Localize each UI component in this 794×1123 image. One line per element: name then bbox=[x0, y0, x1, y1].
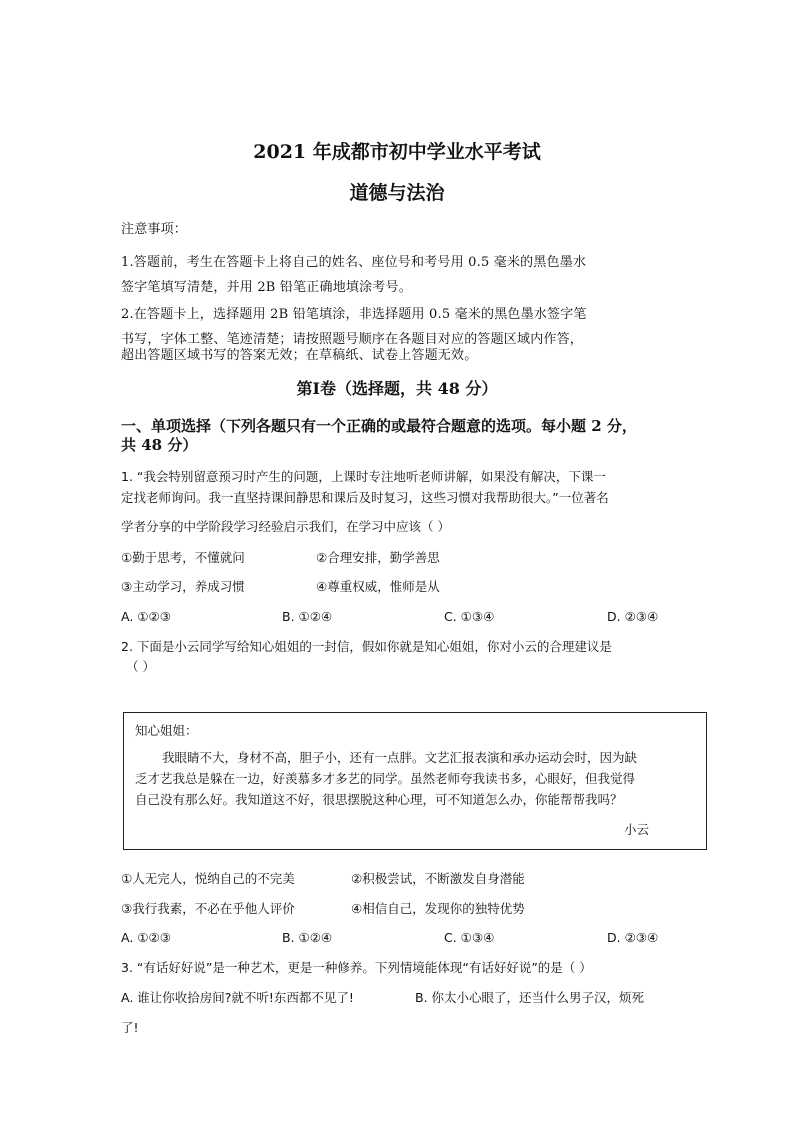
part-instruction-line2: 共 48 分） bbox=[121, 436, 198, 454]
letter-greeting: 知心姐姐： bbox=[135, 723, 198, 738]
notes-item2-line3: 超出答题区域书写的答案无效；在草稿纸、试卷上答题无效。 bbox=[121, 348, 478, 363]
letter-box bbox=[123, 712, 707, 850]
q3-stem: 3. “有话好好说”是一种艺术，更是一种修养。下列情境能体现“有话好好说”的是（ ） bbox=[121, 960, 592, 975]
q2-statement-3: ③我行我素，不必在乎他人评价 bbox=[121, 901, 295, 916]
letter-line-1: 我眼睛不大，身材不高，胆子小，还有一点胖。文艺汇报表演和承办运动会时，因为缺 bbox=[162, 750, 638, 765]
q3-option-b: B. 你太小心眼了，还当什么男子汉，烦死 bbox=[415, 990, 645, 1005]
notes-item1-line1: 1.答题前，考生在答题卡上将自己的姓名、座位号和考号用 0.5 毫米的黑色墨水 bbox=[121, 255, 587, 270]
q2-statement-2: ②积极尝试，不断激发自身潜能 bbox=[351, 871, 525, 886]
notes-item2-line1: 2.在答题卡上，选择题用 2B 铅笔填涂，非选择题用 0.5 毫米的黑色墨水签字笔 bbox=[121, 307, 587, 322]
section-title: 第Ⅰ卷（选择题，共 48 分） bbox=[296, 379, 498, 398]
q2-statement-1: ①人无完人，悦纳自己的不完美 bbox=[121, 871, 295, 886]
q1-option-c: C. ①③④ bbox=[444, 609, 495, 624]
exam-subject: 道德与法治 bbox=[349, 182, 445, 204]
letter-signature: 小云 bbox=[624, 822, 650, 837]
q3-option-a: A. 谁让你收拾房间?就不听!东西都不见了! bbox=[121, 990, 354, 1005]
q2-option-b: B. ①②④ bbox=[282, 930, 333, 945]
q1-option-b: B. ①②④ bbox=[282, 609, 333, 624]
q2-statement-4: ④相信自己，发现你的独特优势 bbox=[351, 901, 525, 916]
letter-line-2: 乏才艺我总是躲在一边，好羡慕多才多艺的同学。虽然老师夸我读书多，心眼好，但我觉得 bbox=[135, 771, 636, 786]
q1-statement-4: ④尊重权威，惟师是从 bbox=[316, 579, 440, 594]
q3-option-b-continued: 了! bbox=[121, 1020, 139, 1035]
q1-statement-3: ③主动学习，养成习惯 bbox=[121, 579, 245, 594]
q1-option-d: D. ②③④ bbox=[607, 609, 659, 624]
q1-statement-1: ①勤于思考，不懂就问 bbox=[121, 550, 245, 565]
q2-option-a: A. ①②③ bbox=[121, 930, 171, 945]
q2-stem-line1: 2. 下面是小云同学写给知心姐姐的一封信，假如你就是知心姐姐，你对小云的合理建议是 bbox=[121, 639, 612, 654]
letter-line-3: 自己没有那么好。我知道这不好，很思摆脱这种心理，可不知道怎么办，你能帮帮我吗？ bbox=[135, 792, 623, 807]
exam-title: 2021 年成都市初中学业水平考试 bbox=[253, 141, 541, 163]
notes-item1-line2: 签字笔填写清楚，并用 2B 铅笔正确地填涂考号。 bbox=[121, 280, 412, 295]
q2-stem-line2: （ ） bbox=[126, 659, 155, 674]
q2-option-d: D. ②③④ bbox=[607, 930, 659, 945]
q1-stem-line1: 1. “我会特别留意预习时产生的问题，上课时专注地听老师讲解，如果没有解决，下课一 bbox=[121, 469, 606, 484]
q2-option-c: C. ①③④ bbox=[444, 930, 495, 945]
part-instruction-line1: 一、单项选择（下列各题只有一个正确的或最符合题意的选项。每小题 2 分， bbox=[121, 417, 637, 435]
q1-stem-line3: 学者分享的中学阶段学习经验启示我们，在学习中应该（ ） bbox=[121, 519, 450, 534]
q1-stem-line2: 定找老师询问。我一直坚持课间静思和课后及时复习，这些习惯对我帮助很大。”一位著名 bbox=[121, 490, 609, 505]
notes-heading: 注意事项： bbox=[121, 222, 188, 237]
q1-statement-2: ②合理安排，勤学善思 bbox=[316, 550, 440, 565]
notes-item2-line2: 书写，字体工整、笔迹清楚；请按照题号顺序在各题目对应的答题区域内作答， bbox=[121, 332, 584, 347]
q1-option-a: A. ①②③ bbox=[121, 609, 171, 624]
